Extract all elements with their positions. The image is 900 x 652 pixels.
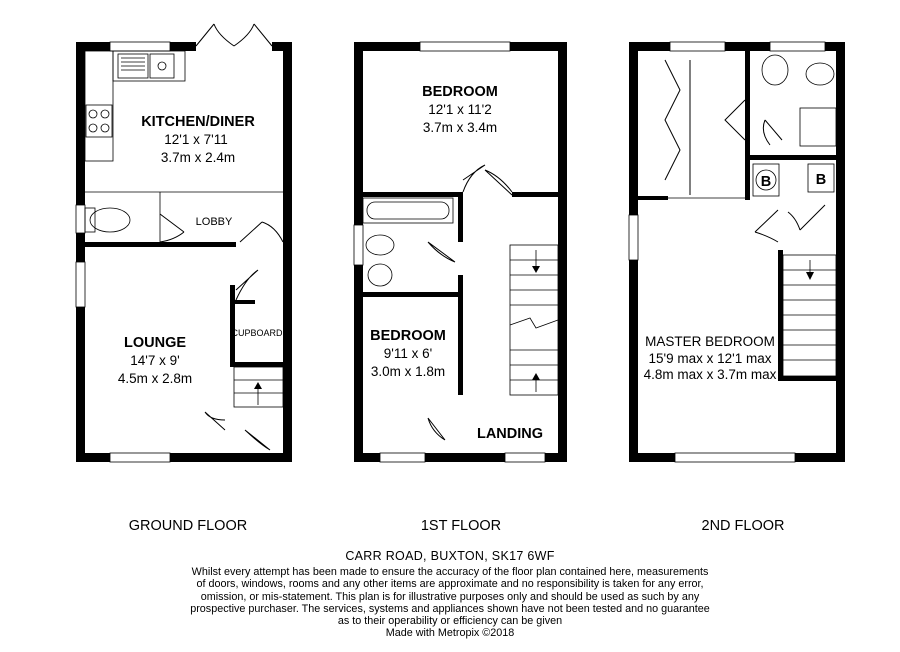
property-address: CARR ROAD, BUXTON, SK17 6WF: [345, 549, 555, 563]
ground-floor-plan: [76, 24, 292, 534]
footer: [150, 550, 750, 639]
toilet-icon: [762, 55, 788, 85]
lounge-window: [110, 453, 170, 462]
lobby-label: LOBBY: [195, 216, 233, 228]
bedroom2-imperial: 9'11 x 6': [383, 346, 433, 361]
landing-label: LANDING: [476, 426, 544, 442]
disclaimer-line: prospective purchaser. The services, systems and appliances shown have not been tested and no guarantee: [190, 602, 710, 615]
lounge-imperial: 14'7 x 9': [130, 353, 180, 368]
boiler-symbol: B: [760, 174, 772, 190]
bedroom2-name: BEDROOM: [370, 328, 446, 344]
kitchen-name: KITCHEN/DINER: [141, 114, 255, 130]
shower-icon: [800, 108, 836, 146]
lounge-side-window: [76, 262, 85, 307]
hob-icon: [86, 105, 112, 137]
second-floor-label: 2ND FLOOR: [701, 518, 785, 534]
wc-window: [76, 205, 85, 233]
bedroom1-name: BEDROOM: [422, 84, 498, 100]
kitchen-window: [110, 42, 170, 51]
master-metric: 4.8m max x 3.7m max: [643, 367, 777, 382]
bedroom1-metric: 3.7m x 3.4m: [422, 120, 498, 135]
toilet-icon: [366, 235, 394, 255]
basin-icon: [368, 264, 392, 286]
first-floor-label: 1ST FLOOR: [420, 518, 502, 534]
basin-icon: [806, 63, 834, 85]
disclaimer-line: Whilst every attempt has been made to ensure the accuracy of the floor plan contained here, measurements: [191, 566, 709, 579]
kitchen-metric: 3.7m x 2.4m: [160, 150, 236, 165]
first-floor-plan: [354, 42, 567, 534]
disclaimer-line: of doors, windows, rooms and any other items are approximate and no responsibility is taken for any error,: [196, 578, 704, 591]
master-imperial: 15'9 max x 12'1 max: [648, 351, 772, 366]
ground-floor-label: GROUND FLOOR: [128, 518, 248, 534]
cupboard-label: CUPBOARD: [231, 328, 283, 338]
master-name: MASTER BEDROOM: [645, 334, 775, 349]
lounge-metric: 4.5m x 2.8m: [117, 371, 193, 386]
bedroom-window: [420, 42, 510, 51]
bedroom2-metric: 3.0m x 1.8m: [370, 364, 446, 379]
kitchen-imperial: 12'1 x 7'11: [164, 132, 228, 147]
lounge-name: LOUNGE: [123, 335, 187, 351]
disclaimer-line: omission, or mis-statement. This plan is for illustrative purposes only and should be used as such by any: [200, 590, 700, 603]
boiler-symbol-2: B: [815, 172, 827, 188]
toilet-icon: [90, 208, 130, 232]
disclaimer-line: as to their operability or efficiency can be given: [337, 615, 563, 628]
second-floor-plan: [629, 42, 845, 534]
bedroom1-imperial: 12'1 x 11'2: [428, 102, 492, 117]
credit-line: Made with Metropix ©2018: [385, 627, 515, 640]
